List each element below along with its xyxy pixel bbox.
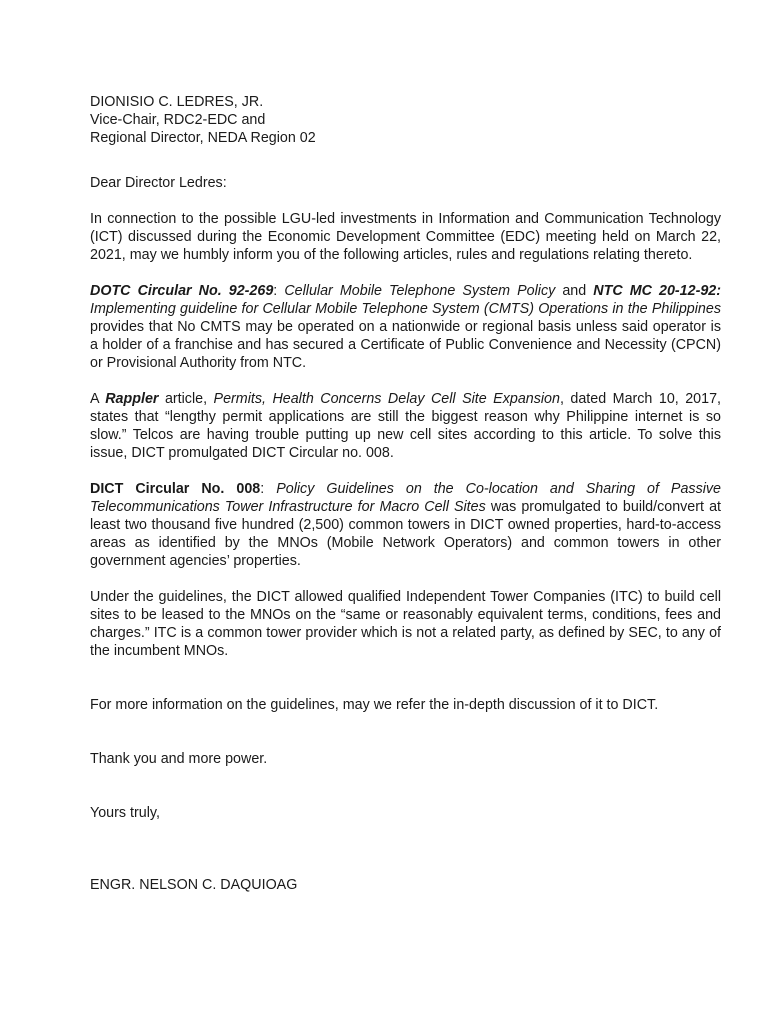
dict-body-text: was promulgated to build/convert at least two thousand five hundred (2,500) common towers in DICT owned properties, hard-to-access areas as identified by the MNOs (Mobile Network Operators) and common towers in other government agencies’ properties. <box>90 499 721 569</box>
letter-body <box>90 93 721 894</box>
dotc-body-text: provides that No CMTS may be operated on a nationwide or regional basis unless said operator is a holder of a franchise and has secured a Certificate of Public Convenience and Necessity (CPCN) or Provisional Authority from NTC. <box>90 319 721 371</box>
addressee-title-line-1: Vice-Chair, RDC2-EDC and <box>90 112 266 128</box>
guidelines-paragraph: Under the guidelines, the DICT allowed qualified Independent Tower Companies (ITC) to build cell sites to be leased to the MNOs on the “same or reasonably equivalent terms, conditions, fees and charges.” ITC is a common tower provider which is not a related party, as defined by SEC, to any of the incumbent MNOs. <box>90 589 721 659</box>
rappler-mid: article, <box>158 391 214 407</box>
dotc-separator: : <box>273 283 285 299</box>
rappler-lead: A <box>90 391 106 407</box>
rappler-paragraph <box>90 390 721 462</box>
addressee-block <box>90 93 721 147</box>
rappler-body-text: , dated March 10, 2017, states that “lengthy permit applications are still the biggest reason why Philippine internet is so slow.” Telcos are having trouble putting up new cell sites according to this article. To solve this issue, DICT promulgated DICT Circular no. 008. <box>90 391 721 461</box>
addressee-title-line-2: Regional Director, NEDA Region 02 <box>90 130 316 146</box>
more-info-paragraph: For more information on the guidelines, may we refer the in-depth discussion of it to DICT. <box>90 697 659 713</box>
signer-name: ENGR. NELSON C. DAQUIOAG <box>90 877 298 893</box>
ntc-reference: NTC MC 20-12-92: <box>593 283 722 299</box>
dict-separator: : <box>260 481 277 497</box>
dict-policy-title: Policy Guidelines on the Co-location and Sharing of Passive Telecommunications Tower Infrastructure for Macro Cell Sites <box>90 481 721 515</box>
rappler-article-title: Permits, Health Concerns Delay Cell Site Expansion <box>213 391 560 407</box>
addressee-name: DIONISIO C. LEDRES, JR. <box>90 94 264 110</box>
rappler-source: Rappler <box>105 391 159 407</box>
dict-paragraph <box>90 480 721 570</box>
dotc-paragraph <box>90 282 721 372</box>
dotc-and: and <box>555 283 594 299</box>
salutation: Dear Director Ledres: <box>90 175 227 191</box>
dotc-policy-title: Cellular Mobile Telephone System Policy <box>284 283 556 299</box>
closing-line: Yours truly, <box>90 805 160 821</box>
intro-paragraph: In connection to the possible LGU-led investments in Information and Communication Technology (ICT) discussed during the Economic Development Committee (EDC) meeting held on March 22, 2021, may we humbly inform you of the following articles, rules and regulations relating thereto. <box>90 211 721 263</box>
dotc-reference: DOTC Circular No. 92-269 <box>90 283 274 299</box>
dict-reference: DICT Circular No. 008 <box>90 481 261 497</box>
thanks-line: Thank you and more power. <box>90 751 268 767</box>
ntc-guideline-title: Implementing guideline for Cellular Mobile Telephone System (CMTS) Operations in the Philippines <box>90 301 721 317</box>
